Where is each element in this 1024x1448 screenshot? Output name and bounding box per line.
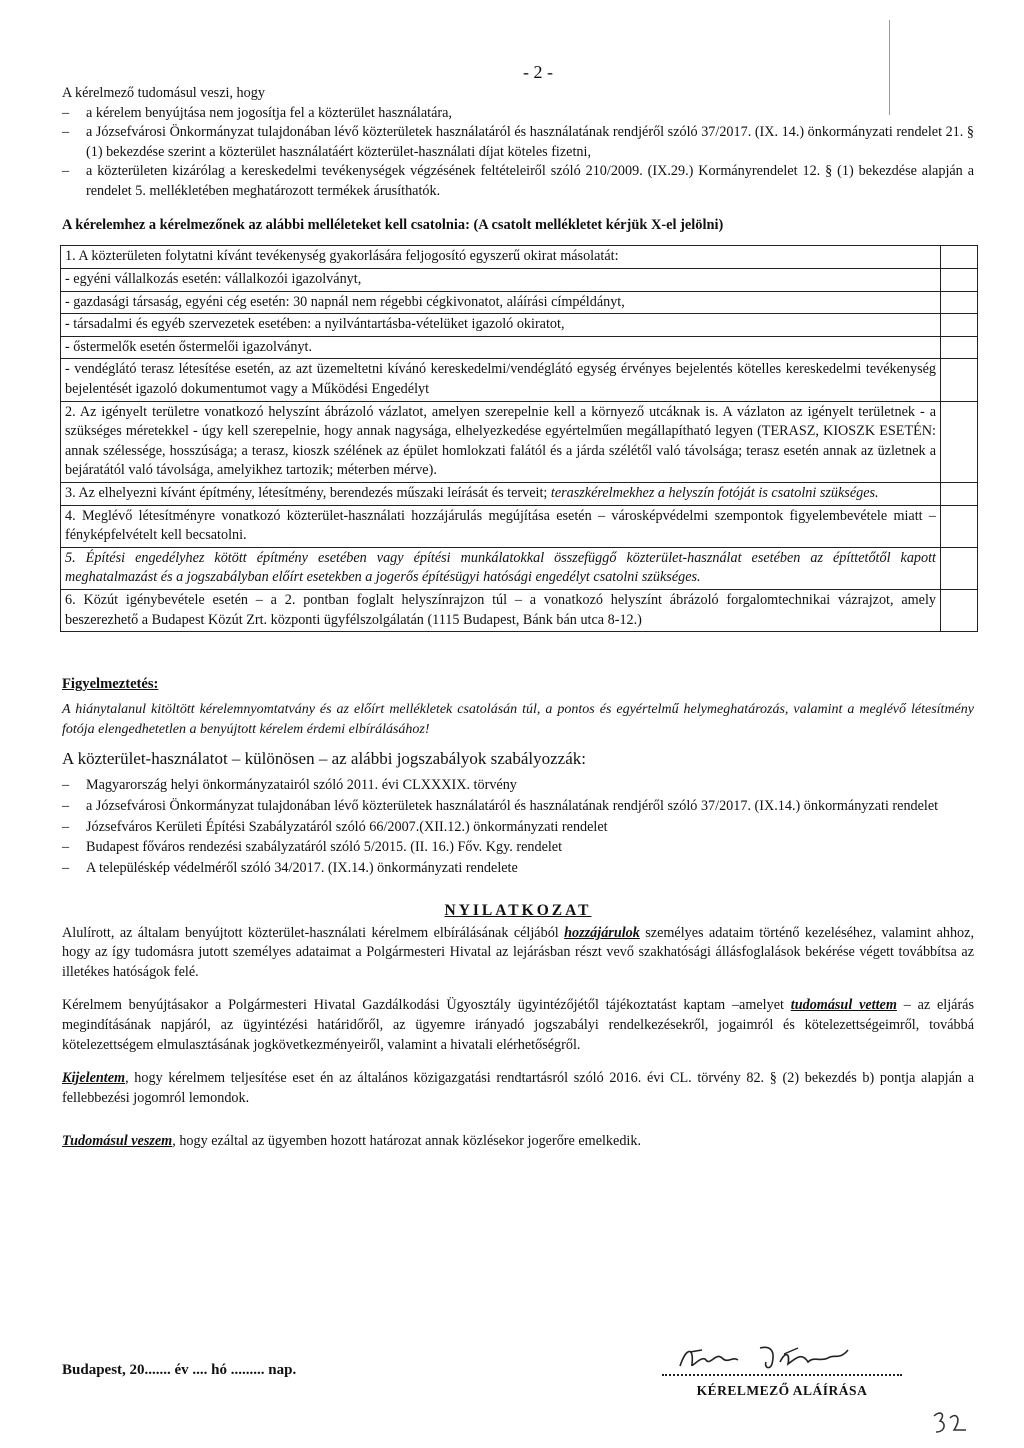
intro-item: – a kérelem benyújtása nem jogosítja fel a közterület használatára, (62, 104, 974, 124)
attachment-row (61, 336, 978, 359)
attachment-checkbox[interactable] (941, 314, 978, 337)
attachment-text: - vendéglátó terasz létesítése esetén, az azt üzemeltetni kívánó kereskedelmi/vendéglátó egység érvényes bejelentés kötelles kereskedelmi tevékenység bejelentését igazoló dokumentumot vagy a Működési Engedélyt (61, 359, 941, 401)
declaration-text: Kérelmem benyújtásakor a Polgármesteri Hivatal Gazdálkodási Ügyosztály ügyintézőjétől tájékoztatást kaptam –amelyet (62, 997, 791, 1014)
declaration-text: – az eljárás megindításának napjáról, az ügyintézési határidőről, az ügyemre irányadó jogszabályi rendelkezésekről, jogaimról és kötelezettségeimről, továbbá kötelezettségem elmulasztásának jogkövetkezményeiről, valamint a hivatali elérhetőségről. (62, 997, 974, 1053)
signature-field[interactable] (662, 1340, 902, 1376)
attachment-checkbox[interactable] (941, 482, 978, 505)
signature-block (652, 1340, 912, 1401)
intro-item: – a közterületen kizárólag a kereskedelmi tevékenységek végzésének feltételeiről szóló 210/2009. (IX.29.) Kormányrendelet 12. § (1) bekezdése alapján a rendelet 5. mellékletében meghatározott termékek árusíthatók. (62, 162, 974, 201)
signature-footer (62, 1342, 974, 1432)
attachment-text: - társadalmi és egyéb szervezetek esetében: a nyilvántartásba-vételüket igazoló okiratot, (61, 314, 941, 337)
attachment-text: 2. Az igényelt területre vonatkozó helyszínt ábrázoló vázlatot, amelyen szerepelnie kell a környező utcáknak is. A vázlaton az igényelt területnek - a szükséges méretekkel - úgy kell szerepelnie, hogy annak nagysága, elhelyezkedése egyértelműen megállapítható legyen (TERASZ, KIOSZK ESETÉN: annak szélessége, hosszúsága; a terasz, kioszk szélének az épület homlokzati falától és a járda szélétől való távolsága; terasz esetén annak az üzletnek a bejáratától való távolsága, amelyikhez tartozik; méterben mérve). (61, 401, 941, 482)
declaration-paragraph (62, 1132, 974, 1152)
attachment-text: 1. A közterületen folytatni kívánt tevékenység gyakorlására feljogosító egyszerű okirat másolatát: (61, 246, 941, 269)
intro-list (62, 104, 974, 202)
law-item: – Budapest főváros rendezési szabályzatáról szóló 5/2015. (II. 16.) Főv. Kgy. rendelet (62, 838, 974, 858)
declaration-emphasis: Tudomásul veszem (62, 1133, 173, 1150)
attachment-text: - őstermelők esetén őstermelői igazolványt. (61, 336, 941, 359)
attachment-cell (61, 482, 941, 505)
attachment-text: 6. Közút igénybevétele esetén – a 2. pontban foglalt helyszínrajzon túl – a vonatkozó helyszínt ábrázoló forgalomtechnikai vázrajzot, amely beszerezhető a Budapest Közút Zrt. központi ügyfélszolgálatán (1115 Budapest, Bánk bán utca 8-12.) (61, 589, 941, 631)
law-item: – Józsefváros Kerületi Építési Szabályzatáról szóló 66/2007.(XII.12.) önkormányzati rendelet (62, 818, 974, 838)
declaration-emphasis: tudomásul vettem (790, 997, 897, 1014)
declaration-text: , hogy ezáltal az ügyemben hozott határozat annak közlésekor jogerőre emelkedik. (172, 1133, 641, 1150)
attachment-checkbox[interactable] (941, 291, 978, 314)
attachment-checkbox[interactable] (941, 401, 978, 482)
attachment-checkbox[interactable] (941, 547, 978, 589)
attachment-row (61, 291, 978, 314)
attachments-table (60, 245, 978, 632)
laws-list (62, 776, 974, 878)
attachment-row (61, 314, 978, 337)
attachment-checkbox[interactable] (941, 359, 978, 401)
declaration-text: Alulírott, az általam benyújtott közterület-használati kérelmem elbírálásának céljából (62, 924, 565, 941)
attachment-checkbox[interactable] (941, 336, 978, 359)
declaration-emphasis: hozzájárulok (564, 924, 640, 941)
attachment-row (61, 269, 978, 292)
handwritten-signature-icon (672, 1340, 892, 1374)
law-item: – Magyarország helyi önkormányzatairól szóló 2011. évi CLXXXIX. törvény (62, 776, 974, 796)
page-number: - 2 - (523, 62, 553, 82)
attachment-checkbox[interactable] (941, 589, 978, 631)
intro-text: A kérelmező tudomásul veszi, hogy (62, 85, 265, 101)
handwritten-page-mark-icon (930, 1408, 970, 1438)
declaration-paragraph (62, 996, 974, 1055)
attachment-italic-text: teraszkérelmekhez a helyszín fotóját is csatolni szükséges. (550, 484, 879, 501)
attachment-text: - gazdasági társaság, egyéni cég esetén: 30 napnál nem régebbi cégkivonatot, aláírási címpéldányt, (61, 291, 941, 314)
attachment-row (61, 401, 978, 482)
attachment-italic-text: 5. Építési engedélyhez kötött építmény esetében vagy építési munkálatokkal összefüggő közterület-használat esetében az építtetőtől kapott meghatalmazást és a jogszabályban előírt esetekben a jogerős építésügyi hatósági engedélyt csatolni szükséges. (61, 547, 941, 589)
declaration-paragraph (62, 1069, 974, 1108)
attachment-text: 4. Meglévő létesítményre vonatkozó közterület-használati hozzájárulás megújítása esetén – városképvédelmi szempontok figyelembevétele miatt – fényképfelvételt kell becsatolni. (61, 505, 941, 547)
declaration-title: NYILATKOZAT (444, 902, 592, 920)
attachment-row (61, 359, 978, 401)
attachment-row (61, 589, 978, 631)
attachment-checkbox[interactable] (941, 269, 978, 292)
attachment-text: 3. Az elhelyezni kívánt építmény, létesítmény, berendezés műszaki leírását és terveit; (65, 484, 551, 501)
laws-title: A közterület-használatot – különösen – az alábbi jogszabályok szabályozzák: (62, 748, 586, 768)
declaration-text: , hogy kérelmem teljesítése eset én az általános közigazgatási rendtartásról szóló 2016. évi CL. törvény 82. § (2) bekezdés b) pontja alapján a fellebbezési jogomról lemondok. (62, 1070, 974, 1106)
attachment-checkbox[interactable] (941, 246, 978, 269)
attachments-heading: A kérelemhez a kérelmezőnek az alábbi melléleteket kell csatolnia: (A csatolt mellékletet kérjük X-el jelölni) (62, 216, 724, 233)
attachment-checkbox[interactable] (941, 505, 978, 547)
attachment-row (61, 246, 978, 269)
document-page (62, 62, 974, 1166)
attachment-text: - egyéni vállalkozás esetén: vállalkozói igazolványt, (61, 269, 941, 292)
attachment-row (61, 547, 978, 589)
warning-text: A hiánytalanul kitöltött kérelemnyomtatvány és az előírt mellékletek csatolásán túl, a pontos és egyértelmű helymeghatározás, valamint a meglévő létesítmény fotója elengedhetetlen a benyújtott kérelem érdemi elbírálásához! (62, 702, 974, 737)
attachment-row (61, 482, 978, 505)
signature-label: KÉRELMEZŐ ALÁÍRÁSA (696, 1383, 868, 1398)
warning-title: Figyelmeztetés: (62, 676, 159, 693)
declaration-emphasis: Kijelentem (62, 1070, 126, 1087)
declaration-text: személyes adataim történő kezeléséhez, valamint ahhoz, hogy az így tudomásra jutott személyes adataimat a Polgármesteri Hivatal az lejárásban részt vevő szakhatósági állásfoglalások bekérése végett továbbítsa az illetékes hatóságok felé. (62, 924, 974, 980)
law-item: – A településkép védelméről szóló 34/2017. (IX.14.) önkormányzati rendelete (62, 859, 974, 879)
intro-item: – a Józsefvárosi Önkormányzat tulajdonában lévő közterületek használatáról és használatának rendjéről szóló 37/2017. (IX. 14.) önkormányzati rendelet 21. § (1) bekezdése szerint a közterület használatáért közterület-használati díjat köteles fizetni, (62, 123, 974, 162)
law-item: – a Józsefvárosi Önkormányzat tulajdonában lévő közterületek használatáról és használatának rendjéről szóló 37/2017. (IX.14.) önkormányzati rendelet (62, 797, 974, 817)
attachment-row (61, 505, 978, 547)
date-line: Budapest, 20....... év .... hó ......... nap. (62, 1362, 297, 1378)
declaration-paragraph (62, 924, 974, 983)
